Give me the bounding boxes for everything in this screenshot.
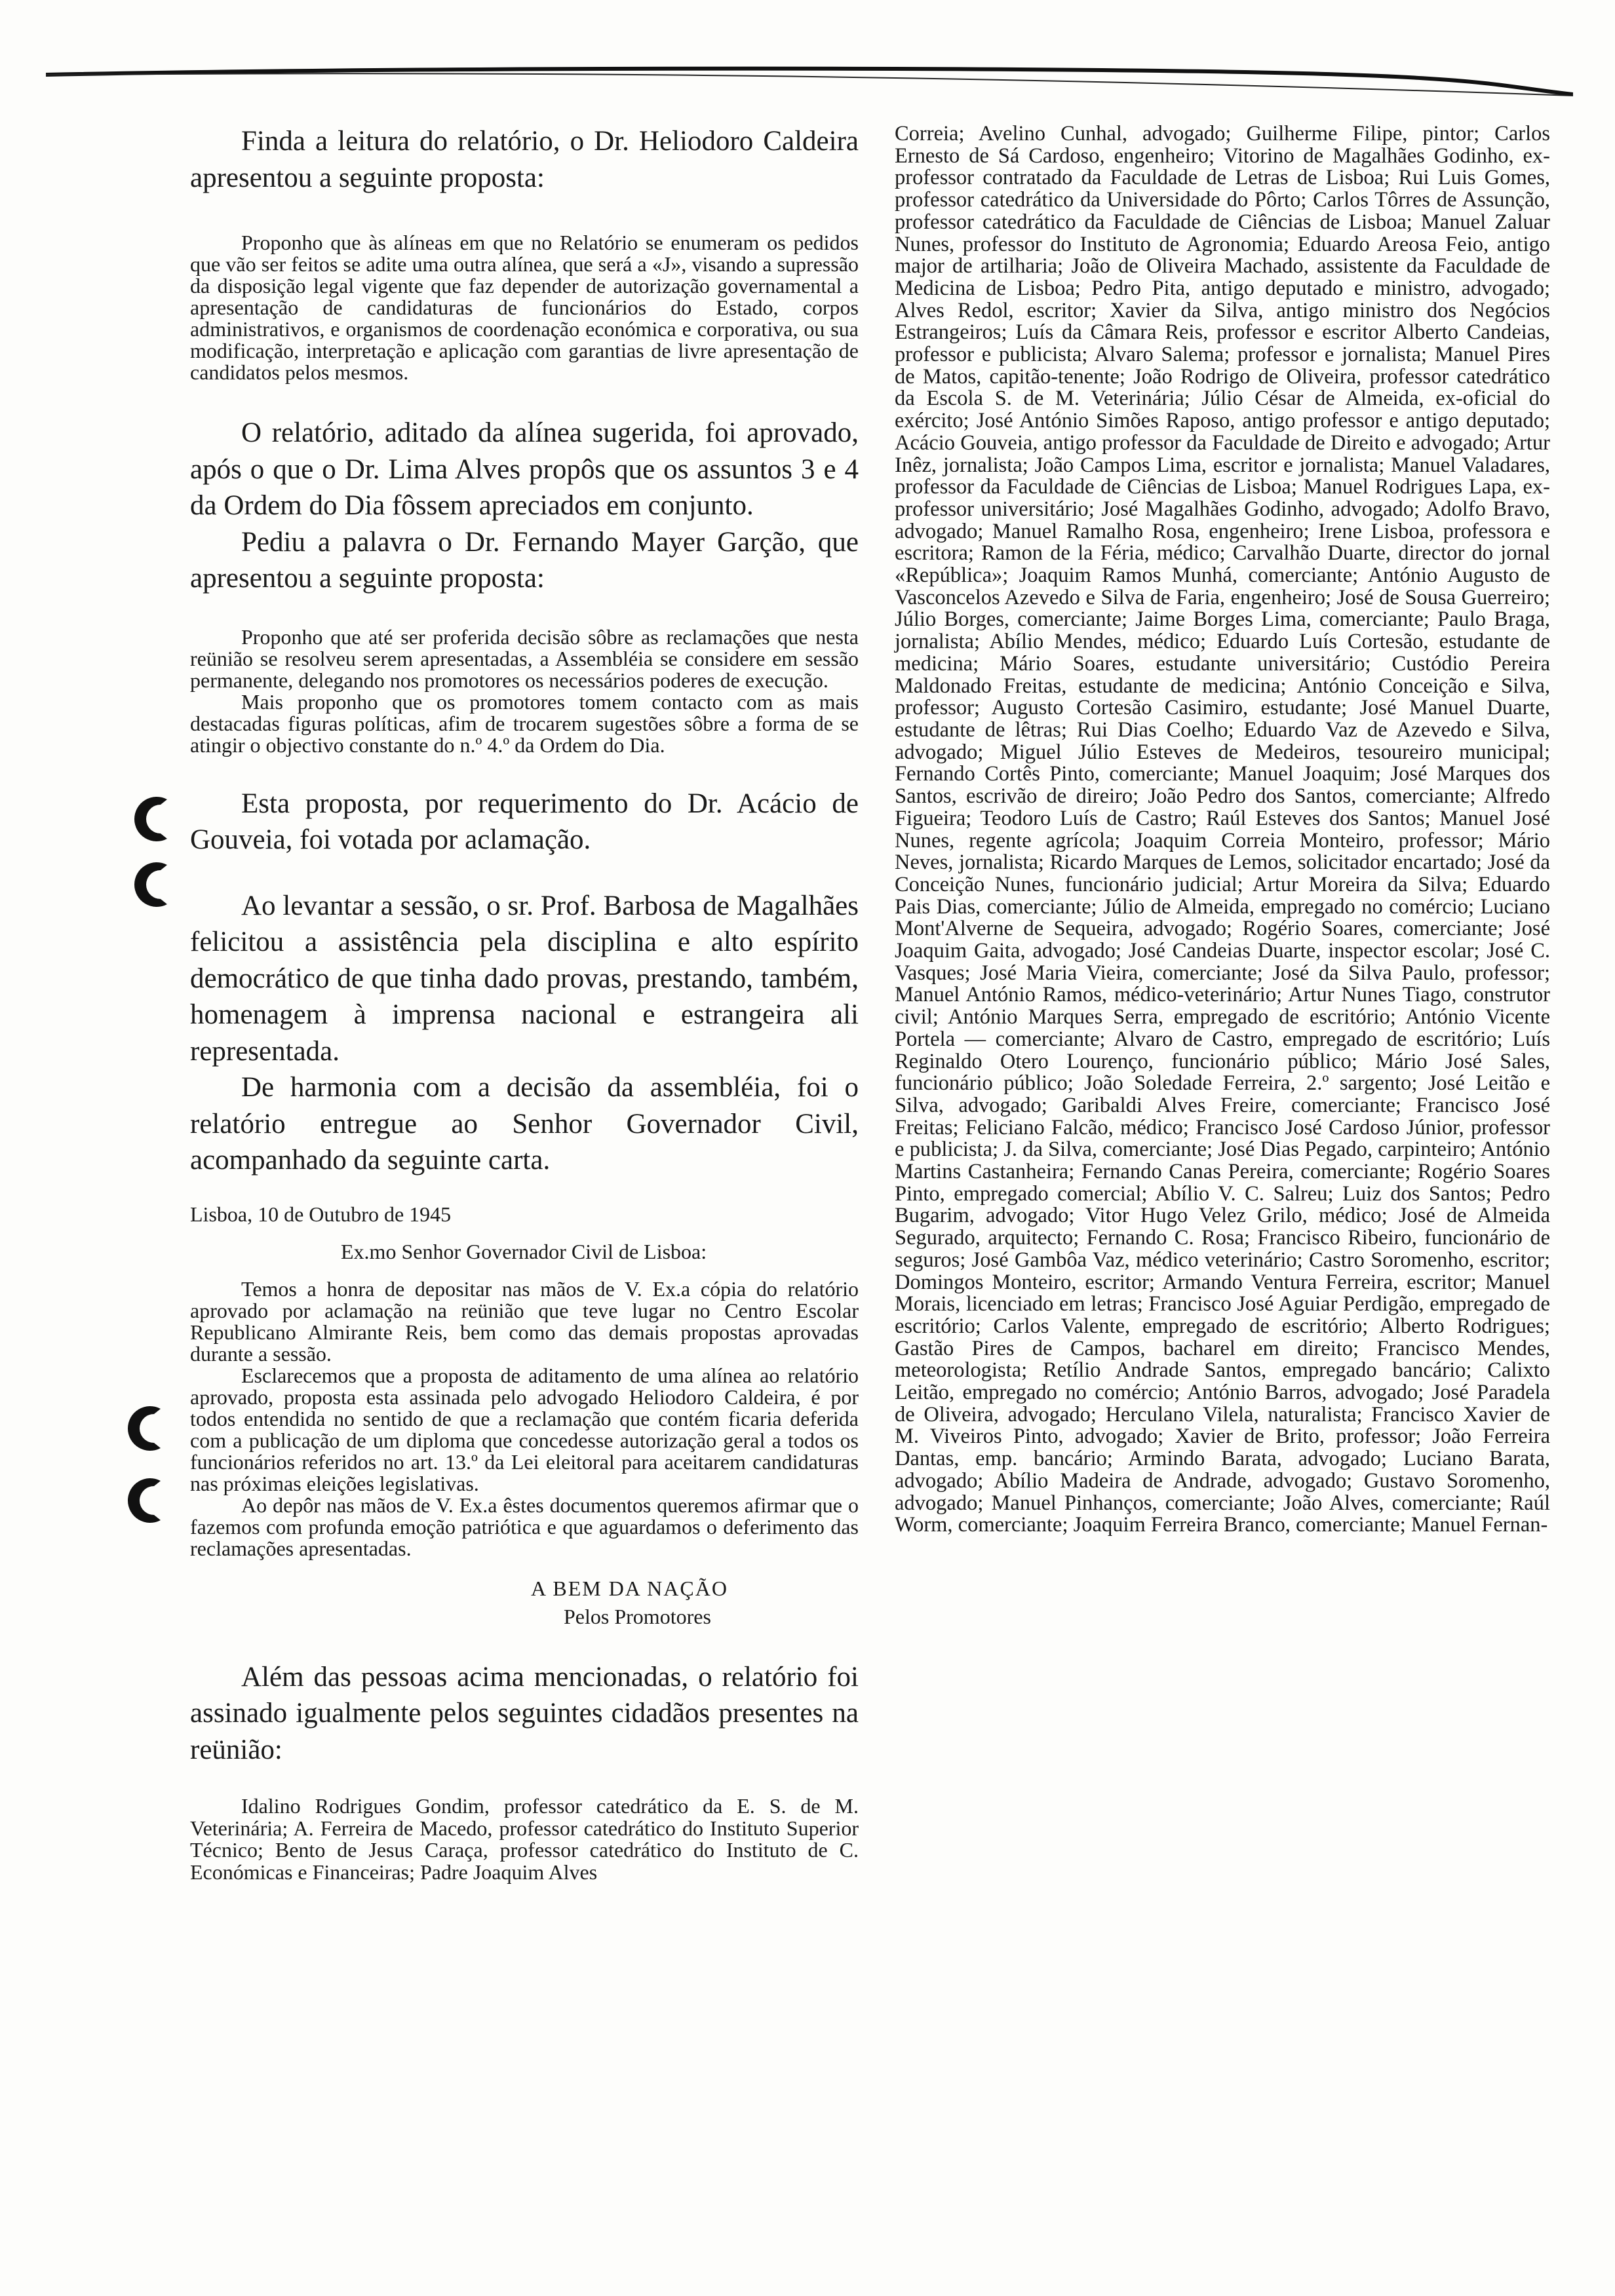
binding-hole-mark (115, 1468, 174, 1533)
paragraph-garcao: Pediu a palavra o Dr. Fernando Mayer Garção, que apresentou a seguinte proposta: (190, 526, 859, 594)
binding-hole-mark (115, 1396, 174, 1461)
top-rule (46, 66, 1573, 105)
paragraph-acclamation: Esta proposta, por requerimento do Dr. Acácio de Gouveia, foi votada por aclamação. (190, 788, 859, 855)
paragraph-reading: Finda a leitura do relatório, o Dr. Heliodoro Caldeira apresentou a seguinte proposta: (190, 126, 859, 193)
letter-closing: A BEM DA NAÇÃO (531, 1576, 728, 1600)
letter-paragraph-3: Ao depôr nas mãos de V. Ex.a êstes documentos queremos afirmar que o fazemos com profunda emoção patriótica e que aguardamos o deferimento das reclamações apresentadas. (190, 1493, 859, 1560)
letter-paragraph-2: Esclarecemos que a proposta de aditamento de uma alínea ao relatório aprovado, proposta esta assinada pelo advogado Heliodoro Caldeira, é por todos entendida no sentido de que a reclamação que contém ficaria deferida com a publicação de um diploma que concedesse autorização geral a todos os funcionários referidos no art. 13.º da Lei eleitoral para aceitarem candidaturas nas próximas eleições legislativas. (190, 1363, 859, 1495)
letter-signature: Pelos Promotores (564, 1604, 711, 1628)
right-column (895, 123, 1550, 1537)
paragraph-signatories: Além das pessoas acima mencionadas, o relatório foi assinado igualmente pelos seguintes cidadãos presentes na reünião: (190, 1661, 859, 1765)
paragraph-closing-session: Ao levantar a sessão, o sr. Prof. Barbosa de Magalhães felicitou a assistência pela disciplina e alto espírito democrático de que tinha dado provas, prestando, também, homenagem à imprensa nacional e estrangeira ali representada. (190, 890, 859, 1067)
paragraph-approved: O relatório, aditado da alínea sugerida, foi aprovado, após o que o Dr. Lima Alves propôs que os assuntos 3 e 4 da Ordem do Dia fôssem apreciados em conjunto. (190, 417, 859, 521)
left-column (190, 123, 859, 1883)
binding-hole-mark (121, 852, 180, 917)
proposal-garcao-2: Mais proponho que os promotores tomem contacto com as mais destacadas figuras políticas, afim de trocarem sugestões sôbre a forma de se atingir o objectivo constante do n.º 4.º da Ordem do Dia. (190, 689, 859, 757)
proposal-garcao-1: Proponho que até ser proferida decisão sôbre as reclamações que nesta reünião se resolveu serem apresentadas, a Assembléia se considere em sessão permanente, delegando nos promotores os necessários poderes de execução. (190, 624, 859, 692)
signatory-list: Correia; Avelino Cunhal, advogado; Guilherme Filipe, pintor; Carlos Ernesto de Sá Cardoso, engenheiro; Vitorino de Magalhães Godinho, ex-professor contratado da Faculdade de Letras de Lisboa; Rui Luis Gomes, professor catedrático da Universidade do Pôrto; Carlos Tôrres de Assunção, professor catedrático da Faculdade de Ciências de Lisboa; Manuel Zaluar Nunes, professor do Instituto de Agronomia; Eduardo Areosa Feio, antigo major de artilharia; João de Oliveira Machado, assistente da Faculdade de Medicina de Lisboa; Pedro Pita, antigo deputado e ministro, advogado; Alves Redol, escritor; Xavier da Silva, antigo ministro dos Negócios Estrangeiros; Luís da Câmara Reis, professor e escritor Alberto Candeias, professor e publicista; Alvaro Salema; professor e jornalista; Manuel Pires de Matos, capitão-tenente; João Rodrigo de Oliveira, professor catedrático da Escola S. de M. Veterinária; Júlio César de Almeida, ex-oficial do exército; José António Simões Raposo, antigo professor e antigo deputado; Acácio Gouveia, antigo professor da Faculdade de Direito e advogado; Artur Inêz, jornalista; João Campos Lima, escritor e jornalista; Manuel Valadares, professor da Faculdade de Ciências de Lisboa; Manuel Rodrigues Lapa, ex-professor universitário; José Magalhães Godinho, advogado; Adolfo Bravo, advogado; Manuel Ramalho Rosa, engenheiro; Irene Lisboa, professora e escritora; Ramon de la Féria, médico; Carvalhão Duarte, director do jornal «República»; Joaquim Ramos Munhá, comerciante; António Augusto de Vasconcelos Azevedo e Silva de Faria, engenheiro; José de Sousa Guerreiro; Júlio Borges, comerciante; Jaime Borges Lima, comerciante; Paulo Braga, jornalista; Abílio Mendes, médico; Eduardo Luís Cortesão, estudante de medicina; Mário Soares, estudante universitário; Custódio Pereira Maldonado Freitas, estudante de medicina; António Conceição e Silva, professor; Augusto Cortesão Casimiro, estudante; José Manuel Duarte, estudante de lêtras; Rui Dias Coelho; Eduardo Vaz de Azevedo e Silva, advogado; Miguel Júlio Esteves de Medeiros, tesoureiro municipal; Fernando Cortês Pinto, comerciante; Manuel Joaquim; José Marques dos Santos, escrivão de direiro; João Pedro dos Santos, comerciante; Alfredo Figueira; Teodoro Luís de Castro; Raúl Esteves dos Santos; Manuel José Nunes, regente agrícola; Joaquim Correia Monteiro, professor; Mário Neves, jornalista; Ricardo Marques de Lemos, solicitador encartado; José da Conceição Nunes, funcionário judicial; Artur Moreira da Silva; Eduardo Pais Dias, comerciante; Júlio de Almeida, empregado no comércio; Luciano Mont'Alverne de Sequeira, advogado; Rogério Soares, comerciante; José Joaquim Gaita, advogado; José Candeias Duarte, inspector escolar; José C. Vasques; José Maria Vieira, comerciante; José da Silva Paulo, professor; Manuel António Ramos, médico-veterinário; Artur Nunes Tiago, construtor civil; António Marques Serra, empregado de escritório; António Vicente Portela — comerciante; Alvaro de Castro, empregado de escritório; Luís Reginaldo Otero Lourenço, funcionário público; Mário José Sales, funcionário público; João Soledade Ferreira, 2.º sargento; José Leitão e Silva, advogado; Garibaldi Alves Freire, comerciante; Francisco José Freitas; Feliciano Falcão, médico; Francisco José Cardoso Júnior, professor e publicista; J. da Silva, comerciante; José Dias Pegado, carpinteiro; António Martins Castanheira; Fernando Canas Pereira, comerciante; Rogério Soares Pinto, empregado comercial; Abílio V. C. Salreu; Luiz dos Santos; Pedro Bugarim, advogado; Vitor Hugo Velez Grilo, médico; José de Almeida Segurado, arquitecto; Fernando C. Rosa; Francisco Ribeiro, funcionário de seguros; José Gambôa Vaz, médico veterinário; Castro Soromenho, escritor; Domingos Monteiro, escritor; Armando Ventura Ferreira, escritor; Manuel Morais, licenciado em letras; Francisco José Aguiar Perdigão, empregado de escritório; Carlos Valente, empregado de escritório; Alberto Rodrigues; Gastão Pires de Campos, bacharel em direito; Francisco Mendes, meteorologista; Retílio Andrade Santos, empregado bancário; Calixto Leitão, empregado no comércio; António Barros, advogado; José Paradela de Oliveira, advogado; Herculano Vilela, naturalista; Francisco Xavier de M. Viveiros Pinto, advogado; Xavier de Brito, professor; João Ferreira Dantas, emp. bancário; Armindo Barata, advogado; Luciano Barata, advogado; Abílio Madeira de Andrade, advogado; Gustavo Soromenho, advogado; Manuel Pinhanços, comerciante; João Alves, comerciante; Raúl Worm, comerciante; Joaquim Ferreira Branco, comerciante; Manuel Fernan- (895, 122, 1550, 1537)
signatory-list-start: Idalino Rodrigues Gondim, professor catedrático da E. S. de M. Veterinária; A. Ferreira de Macedo, professor catedrático do Instituto Superior Técnico; Bento de Jesus Caraça, professor catedrático do Instituto de C. Económicas e Financeiras; Padre Joaquim Alves (190, 1794, 859, 1884)
letter-salutation: Ex.mo Senhor Governador Civil de Lisboa: (341, 1239, 707, 1263)
proposal-heliodoro: Proponho que às alíneas em que no Relatório se enumeram os pedidos que vão ser feitos se adite uma outra alínea, que será a «J», visando a supressão da disposição legal vigente que faz depender de autorização governamental a apresentação de candidaturas de funcionários do Estado, corpos administrativos, e organismos de coordenação económica e corporativa, ou sua modificação, interpretação e aplicação com garantias de livre apresentação de candidatos pelos mesmos. (190, 231, 859, 384)
letter-date: Lisboa, 10 de Outubro de 1945 (190, 1202, 452, 1226)
binding-hole-mark (121, 786, 180, 852)
letter-paragraph-1: Temos a honra de depositar nas mãos de V. Ex.a cópia do relatório aprovado por aclamação na reünião que teve lugar no Centro Escolar Republicano Almirante Reis, bem como das demais propostas aprovadas durante a sessão. (190, 1276, 859, 1366)
paragraph-delivery: De harmonia com a decisão da assembléia, foi o relatório entregue ao Senhor Governador Civil, acompanhado da seguinte carta. (190, 1072, 859, 1176)
